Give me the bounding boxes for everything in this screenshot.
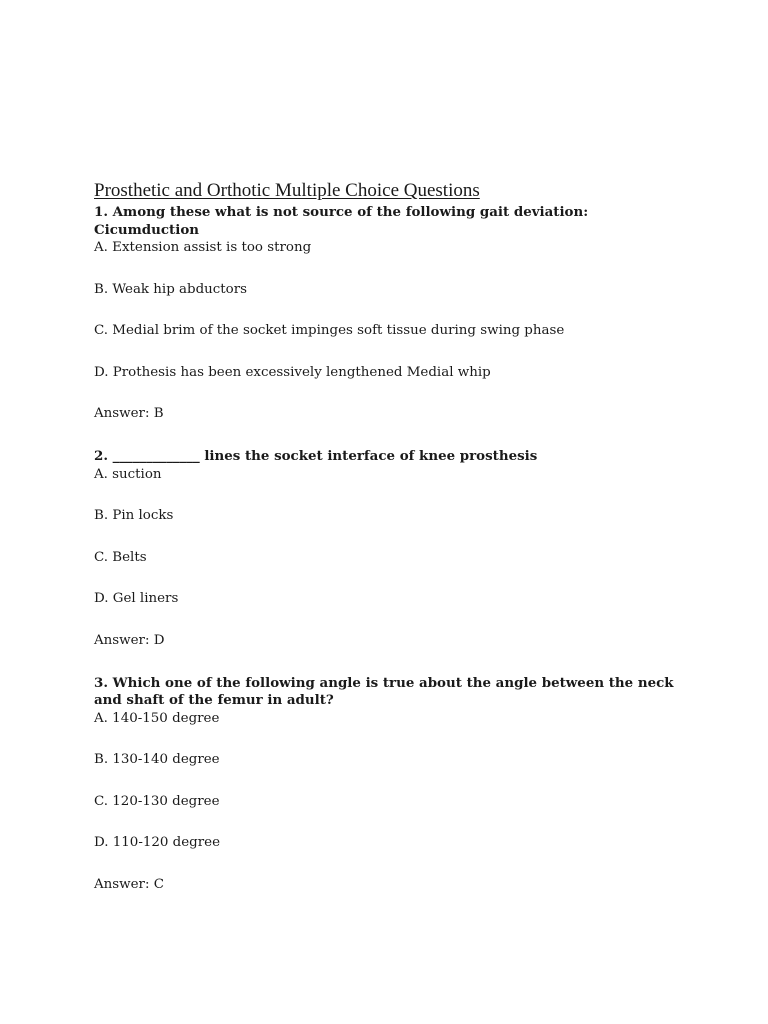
option-c: C. 120-130 degree (94, 793, 220, 809)
question-2 (94, 448, 694, 650)
question-3 (94, 675, 694, 894)
document-page (94, 180, 694, 894)
question-text: 1. Among these what is not source of the following gait deviation: Cicumduction (94, 204, 589, 238)
answer-text: Answer: C (94, 876, 164, 892)
answer-text: Answer: D (94, 632, 165, 648)
option-b: B. 130-140 degree (94, 752, 220, 767)
option-a: A. Extension assist is too strong (94, 240, 312, 255)
question-text: 2. _____________ lines the socket interface of knee prosthesis (94, 448, 538, 464)
option-b: B. Pin locks (94, 508, 174, 523)
question-text: 3. Which one of the following angle is true about the angle between the neck and shaft of the femur in adult? (94, 674, 674, 708)
document-title: Prosthetic and Orthotic Multiple Choice Questions (94, 180, 480, 201)
option-b: B. Weak hip abductors (94, 281, 248, 297)
option-d: D. Gel liners (94, 591, 179, 606)
option-d: D. Prothesis has been excessively lengthened Medial whip (94, 364, 491, 380)
option-c: C. Medial brim of the socket impinges soft tissue during swing phase (94, 323, 565, 338)
answer-text: Answer: B (94, 406, 164, 421)
question-1 (94, 204, 694, 423)
option-d: D. 110-120 degree (94, 835, 220, 850)
option-a: A. 140-150 degree (94, 710, 220, 726)
option-c: C. Belts (94, 549, 147, 565)
option-a: A. suction (94, 466, 162, 482)
